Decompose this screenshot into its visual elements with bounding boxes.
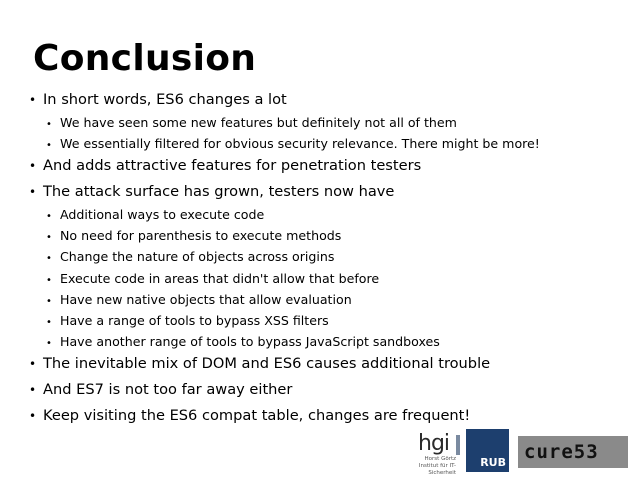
bullet-text: And ES7 is not too far away either [43,381,293,398]
cure53-logo-text: cure53 [524,441,599,463]
bullet-text: We essentially filtered for obvious security relevance. There might be more! [60,136,540,151]
bullet-level1 [29,182,394,202]
bullet-marker: • [46,140,52,151]
hgi-logo-text: hgi [418,431,450,456]
bullet-level2 [46,206,264,226]
slide-title: Conclusion [33,38,257,79]
bullet-text: The inevitable mix of DOM and ES6 causes additional trouble [43,355,491,372]
bullet-text: Have another range of tools to bypass JavaScript sandboxes [60,334,440,349]
bullet-level1 [29,90,287,110]
bullet-text: Execute code in areas that didn't allow that before [60,271,380,286]
bullet-text: The attack surface has grown, testers now have [43,183,395,200]
bullet-text: Keep visiting the ES6 compat table, changes are frequent! [43,407,471,424]
bullet-level1 [29,406,470,426]
rub-logo-text: RUB [480,456,506,469]
bullet-text: Change the nature of objects across origins [60,249,335,264]
bullet-marker: • [29,185,37,199]
bullet-marker: • [46,253,52,264]
bullet-text: In short words, ES6 changes a lot [43,91,287,108]
bullet-level2 [46,270,379,290]
bullet-level1 [29,380,292,400]
bullet-marker: • [46,211,52,222]
bullet-text: Have new native objects that allow evaluation [60,292,352,307]
bullet-level2 [46,227,341,247]
bullet-marker: • [29,409,37,423]
bullet-marker: • [29,93,37,107]
bullet-level1 [29,156,421,176]
bullet-text: Have a range of tools to bypass XSS filters [60,313,329,328]
bullet-marker: • [46,296,52,307]
bullet-marker: • [46,232,52,243]
bullet-marker: • [46,317,52,328]
bullet-level2 [46,333,440,353]
bullet-level2 [46,135,540,155]
bullet-level2 [46,114,457,134]
bullet-marker: • [29,383,37,397]
bullet-text: No need for parenthesis to execute methods [60,228,342,243]
bullet-marker: • [29,159,37,173]
bullet-text: We have seen some new features but definitely not all of them [60,115,457,130]
bullet-text: Additional ways to execute code [60,207,265,222]
bullet-level2 [46,248,334,268]
bullet-level2 [46,291,352,311]
bullet-level2 [46,312,329,332]
bullet-marker: • [46,275,52,286]
hgi-logo-subtitle: Horst Görtz Institut für IT-Sicherheit [418,456,456,476]
bullet-marker: • [46,119,52,130]
bullet-level1 [29,354,490,374]
bullet-text: And adds attractive features for penetration testers [43,157,422,174]
bullet-marker: • [46,338,52,349]
bullet-marker: • [29,357,37,371]
